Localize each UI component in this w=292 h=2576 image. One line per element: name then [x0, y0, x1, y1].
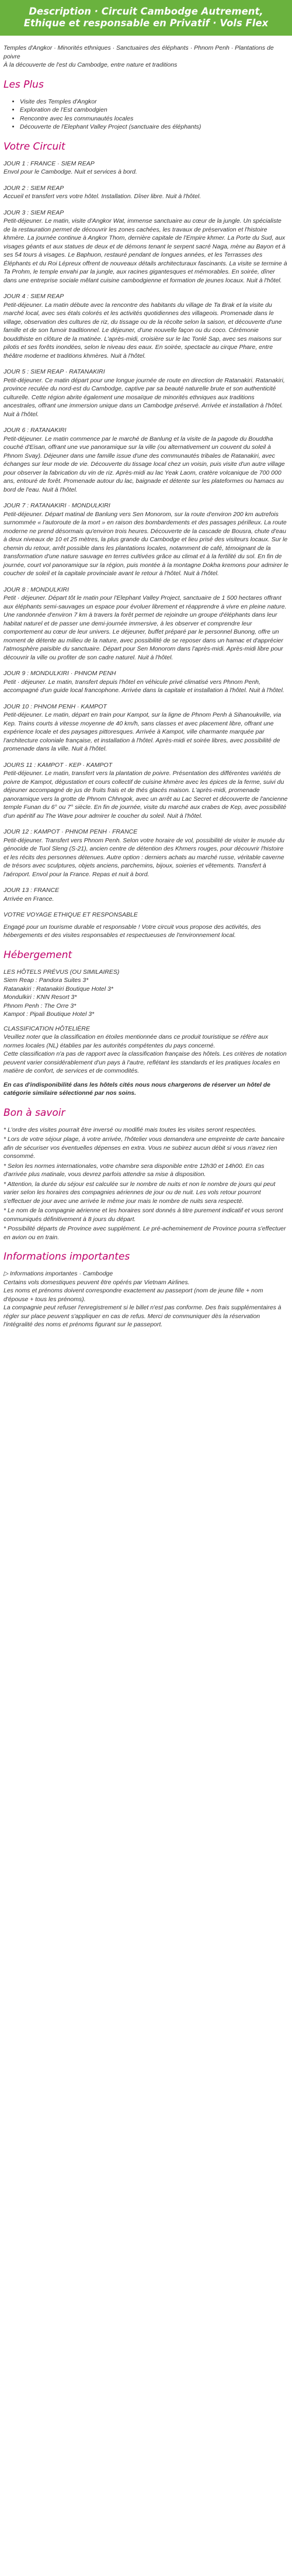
intro-line-1: Temples d'Angkor · Minorités ethniques · Sanctuaires des éléphants · Phnom Penh · Plantations de poivre — [4, 44, 274, 60]
hotels-title: LES HÔTELS PRÉVUS (OU SIMILAIRES) — [4, 968, 120, 976]
day-text: Petit-déjeuner. Le matin commence par le marché de Banlung et la visite de la pagode du Bouddha couché d'Eisan, offrant une vue panoramique sur la ville (ou alternativement un couvent du soleil à Phnom Svay). Déjeuner dans une famille issue d'une des communautés tribales de Ratanakiri, avec échanges sur leur mode de vie. Découverte du tissage local chez un voisin, puis visite d'un autre village pour observer la fabrication du vin de riz. Après-midi au lac Yeak Laom, cratère volcanique de 700 000 ans, entouré de forêt. Promenade autour du lac, baignade et détente sur les plateformes ou hamacs au bord de l'eau. Nuit à l'hôtel. — [4, 435, 285, 493]
day-title: JOUR 13 : FRANCE — [4, 887, 60, 894]
day-block — [4, 292, 288, 360]
content — [0, 36, 292, 1341]
day-block — [4, 586, 288, 662]
intro — [4, 44, 288, 70]
list-item: • Exploration de l'Est cambodgien — [20, 106, 288, 115]
day-title: JOUR 5 : SIEM REAP · RATANAKIRI — [4, 368, 105, 375]
day-title: JOUR 6 : RATANAKIRI — [4, 427, 67, 434]
day-block — [4, 828, 288, 879]
infos-heading: Informations importantes — [4, 1251, 130, 1263]
infos-paragraph: Les noms et prénoms doivent correspondre exactement au passeport (nom de jeune fille + nom d'épouse + tous les prénoms). — [4, 1287, 263, 1303]
day-block — [4, 761, 288, 821]
classification-block — [4, 1025, 288, 1098]
day-text: Accueil et transfert vers votre hôtel. Installation. Dîner libre. Nuit à l'hôtel. — [4, 193, 201, 200]
infos-block — [4, 1270, 288, 1329]
hotels-block — [4, 968, 288, 1019]
hotel-item: Ratanakiri : Ratanakiri Boutique Hotel 3* — [4, 985, 113, 993]
savoir-block — [4, 1126, 288, 1242]
savoir-heading: Bon à savoir — [4, 1107, 65, 1119]
day-title: JOUR 8 : MONDULKIRI — [4, 586, 69, 593]
day-title: JOUR 9 : MONDULKIRI · PHNOM PENH — [4, 670, 116, 677]
page-title-banner — [0, 0, 292, 36]
intro-line-2: À la découverte de l'est du Cambodge, entre nature et traditions — [4, 61, 178, 68]
savoir-paragraph: * L'ordre des visites pourrait être inversé ou modifié mais toutes les visites seront respectées. — [4, 1126, 257, 1133]
day-text: Petit · déjeuner. Le matin, transfert depuis l'hôtel en véhicule privé climatisé vers Phnom Penh, accompagné d'un guide local francophone. Arrivée dans la capitale et installation à l'hôtel. Nuit à l'hôtel. — [4, 678, 284, 694]
hotel-item: Siem Reap : Pandora Suites 3* — [4, 977, 89, 984]
circuit-days — [4, 160, 288, 904]
day-title: JOUR 3 : SIEM REAP — [4, 209, 64, 216]
day-title: JOUR 7 : RATANAKIRI · MONDULKIRI — [4, 502, 110, 509]
list-item: • Rencontre avec les communautés locales — [20, 115, 288, 123]
plus-list — [4, 98, 288, 132]
savoir-paragraph: * Possibilité départs de Province avec supplément. Le pré-acheminement de Province pourra s'effectuer en avion ou en train. — [4, 1225, 286, 1241]
savoir-paragraph: * Lors de votre séjour plage, à votre arrivée, l'hôtelier vous demandera une empreinte de carte bancaire afin de sécuriser vos éventuelles dépenses en extra. Vous ne subirez aucun débit si vous n'avez rien consommé. — [4, 1136, 285, 1160]
hebergement-heading: Hébergement — [4, 949, 72, 961]
day-block — [4, 426, 288, 494]
day-block — [4, 184, 288, 201]
day-title: JOURS 11 : KAMPOT · KEP · KAMPOT — [4, 761, 113, 769]
day-title: JOUR 2 : SIEM REAP — [4, 184, 64, 192]
page-title: Description · Circuit Cambodge Autrement, Ethique et responsable en Privatif · Vols Flex — [23, 6, 269, 29]
list-item: • Découverte de l'Elephant Valley Project (sanctuaire des éléphants) — [20, 123, 288, 132]
circuit-heading: Votre Circuit — [4, 140, 65, 153]
day-block — [4, 669, 288, 695]
day-text: Petit · déjeuner. Départ tôt le matin pour l'Elephant Valley Project, sanctuaire de 1 500 hectares offrant aux éléphants semi-sauvages un espace pour évoluer librement et réapprendre à vivre en pleine nature. Une randonnée d'environ 7 km à travers la forêt permet de rejoindre un groupe d'éléphants dans leur habitat naturel et de passer une demi-journée immersive, à les observer et comprendre leur comportement au cœur de leur univers. Le déjeuner, buffet préparé par le personnel Bunong, offre un moment de détente au milieu de la nature, avec possibilité de se reposer dans un hamac et d'apprécier l'atmosphère paisible du sanctuaire. Départ pour Sen Monorom dans l'après-midi. Après-midi libre pour découvrir la ville ou profiter de son cadre naturel. Nuit à l'hôtel. — [4, 594, 287, 661]
day-block — [4, 160, 288, 177]
classification-title: CLASSIFICATION HÔTELIÈRE — [4, 1025, 90, 1032]
hotel-item: Kampot : Pipali Boutique Hotel 3* — [4, 1011, 95, 1018]
classification-text-2: Cette classification n'a pas de rapport avec la classification française des hôtels. Les critères de notation peuvent varier considérablement d'un pays à l'autre, reflétant les standards et les pratiques locales en matière de confort, de services et de commodités. — [4, 1050, 287, 1074]
list-item: • Visite des Temples d'Angkor — [20, 98, 288, 106]
day-block — [4, 703, 288, 753]
infos-paragraph: Certains vols domestiques peuvent être opérés par Vietnam Airlines. — [4, 1278, 190, 1286]
plus-heading: Les Plus — [4, 78, 44, 91]
day-text: Petit-déjeuner. La matin débute avec la rencontre des habitants du village de Ta Brak et la visite du marché local, avec ses étals colorés et les activités quotidiennes des villageois. Promenade dans le village, observation des cultures de riz, du tissage ou de la récolte selon la saison, et découverte d'une famille et de son fumoir traditionnel. Le déjeuner, d'une nouvelle façon ou du coco. Cérémonie bouddhiste en clôture de la matinée. L'après-midi, croisière sur le lac Tonlé Sap, avec ses maisons sur pilotis et ses forêts inondées, selon le niveau des eaux. En soirée, spectacle au cirque Phare, entre théâtre moderne et traditions khmères. Nuit à l'hôtel. — [4, 301, 282, 359]
day-text: Arrivée en France. — [4, 895, 54, 903]
day-block — [4, 502, 288, 578]
ethique-block — [4, 911, 288, 940]
savoir-paragraph: * Le nom de la compagnie aérienne et les horaires sont donnés à titre purement indicatif et vous seront communiqués définitivement à 8 jours du départ. — [4, 1207, 283, 1223]
day-text: Petit-déjeuner. Départ matinal de Banlung vers Sen Monorom, sur la route d'environ 200 km autrefois surnommée « l'autoroute de la mort » en raison des bombardements et des passages périlleux. La route moderne ne prend désormais qu'environ trois heures. Découverte de la cascade de Bousra, chute d'eau à deux niveaux de 10 et 25 mètres, la plus grande du Cambodge et lieu prisé des visiteurs locaux. Sur le chemin du retour, arrêt possible dans les plantations locales, notamment de café, témoignant de la transformation d'une nature sauvage en terres cultivées grâce au climat et à la fertilité du sol. En fin de journée, court vol panoramique sur la région, puis montée à la montagne Dokha kremons pour admirer le coucher de soleil et la capitale provinciale avant le retour à l'hôtel. Nuit à l'hôtel. — [4, 510, 288, 577]
infos-paragraph: La compagnie peut refuser l'enregistrement si le billet n'est pas conforme. Des frais supplémentaires à régler sur place peuvent s'appliquer en cas de refus. Merci de communiquer dès la réservation l'intégralité des noms et prénoms figurant sur le passeport. — [4, 1304, 281, 1328]
day-block — [4, 368, 288, 419]
day-title: JOUR 1 : FRANCE · SIEM REAP — [4, 160, 95, 167]
infos-paragraph: ▷ Informations importantes · Cambodge — [4, 1270, 113, 1277]
classification-note: En cas d'indisponibilité dans les hôtels cités nous nous chargerons de réserver un hôtel de catégorie similaire sélectionné par nos soins. — [4, 1081, 271, 1097]
ethique-title: VOTRE VOYAGE ETHIQUE ET RESPONSABLE — [4, 911, 138, 918]
day-text: Petit-déjeuner. Le matin, visite d'Angkor Wat, immense sanctuaire au cœur de la jungle. Un spécialiste de la restauration permet de découvrir les zones cachées, les travaux de préservation et l'histoire khmère. La journée continue à Angkor Thom, dernière capitale de l'Empire khmer. La Porte du Sud, aux visages géants et aux statues de deux et de démons tenant le serpent sacré Naga, mène au Bayon et à ses 54 tours à visages. Le Baphuon, restauré pendant de longues années, et les Terrasses des Éléphants et du Roi Lépreux offrent de nouveaux détails architecturaux fascinants. La visite se termine à Ta Prohm, le temple envahi par la jungle, aux racines gigantesques et mémorables. En soirée, dîner dans une entreprise sociale mêlant cuisine cambodgienne et formation de jeunes locaux. Nuit à l'hôtel. — [4, 217, 287, 284]
day-text: Petit-déjeuner. Ce matin départ pour une longue journée de route en direction de Ratanakiri. Ratanakiri, province reculée du nord-est du Cambodge, captive par sa beauté naturelle brute et son authenticité culturelle. Cette région abrite également une mosaïque de minorités ethniques aux traditions ancestrales, offrant une immersion unique dans un Cambodge préservé. Arrivée et installation à l'hôtel. Nuit à l'hôtel. — [4, 376, 285, 418]
day-text: Petit-déjeuner. Le matin, départ en train pour Kampot, sur la ligne de Phnom Penh à Sihanoukville, via Kep. Trains courts à vitesse moyenne de 40 km/h, sans classes et avec placement libre, offrant une expérience locale et des paysages pittoresques. Arrivée à Kampot, ville charmante marquée par l'architecture coloniale française, et installation à l'hôtel. Après-midi et soirée libres, avec possibilité de promenade dans la ville. Nuit à l'hôtel. — [4, 711, 281, 752]
day-block — [4, 886, 288, 903]
hotel-item: Phnom Penh : The Orre 3* — [4, 1002, 77, 1009]
day-title: JOUR 4 : SIEM REAP — [4, 293, 64, 300]
hotel-item: Mondulkiri : KNN Resort 3* — [4, 994, 77, 1001]
day-text: Envol pour le Cambodge. Nuit et services à bord. — [4, 168, 137, 175]
day-text: Petit-déjeuner. Le matin, transfert vers la plantation de poivre. Présentation des différentes variétés de poivre de Kampot, dégustation et cours collectif de cuisine khmère avec les épices de la ferme, suivi du déjeuner accompagné de jus de fruits frais et de thés glacés maison. L'après-midi, promenade panoramique vers la grotte de Phnom Chhngok, avec un arrêt au Lac Secret et découverte de l'ancienne temple Funan du 6° ou 7° siècle. En fin de journée, visite du marché aux crabes de Kep, avec possibilité d'un apéritif au The Wave pour admirer le coucher du soleil. Nuit à l'hôtel. — [4, 770, 288, 820]
day-block — [4, 209, 288, 285]
classification-text-1: Veuillez noter que la classification en étoiles mentionnée dans ce produit touristique se réfère aux normes locales (NL) établies par les autorités compétentes du pays concerné. — [4, 1033, 269, 1049]
savoir-paragraph: * Attention, la durée du séjour est calculée sur le nombre de nuits et non le nombre de jours qui peut varier selon les horaires des compagnies aériennes de jour ou de nuit. Les vols retour pourront s'effectuer de jour avec une arrivée le même jour mais le nombre de nuits sera respecté. — [4, 1180, 276, 1205]
ethique-text: Engagé pour un tourisme durable et responsable ! Votre circuit vous propose des activités, des hébergements et des visites responsables et respectueuses de l'environnement local. — [4, 923, 261, 939]
day-title: JOUR 10 : PHNOM PENH · KAMPOT — [4, 703, 107, 710]
savoir-paragraph: * Selon les normes internationales, votre chambre sera disponible entre 12h30 et 14h00. En cas d'arrivée plus matinale, vous devrez parfois attendre sa mise à disposition. — [4, 1162, 265, 1178]
day-title: JOUR 12 : KAMPOT · PHNOM PENH · FRANCE — [4, 828, 138, 835]
day-text: Petit-déjeuner. Transfert vers Phnom Penh. Selon votre horaire de vol, possibilité de visiter le musée du génocide de Tuol Sleng (S-21), ancien centre de détention des Khmers rouges, pour découvrir l'histoire et les récits des personnes détenues. Autre option : derniers achats au marché russe, véritable caverne de trésors avec sculptures, objets anciens, parchemins, bijoux, soieries et vêtements. Transfert à l'aéroport. Envol pour la France. Repas et nuit à bord. — [4, 836, 284, 878]
